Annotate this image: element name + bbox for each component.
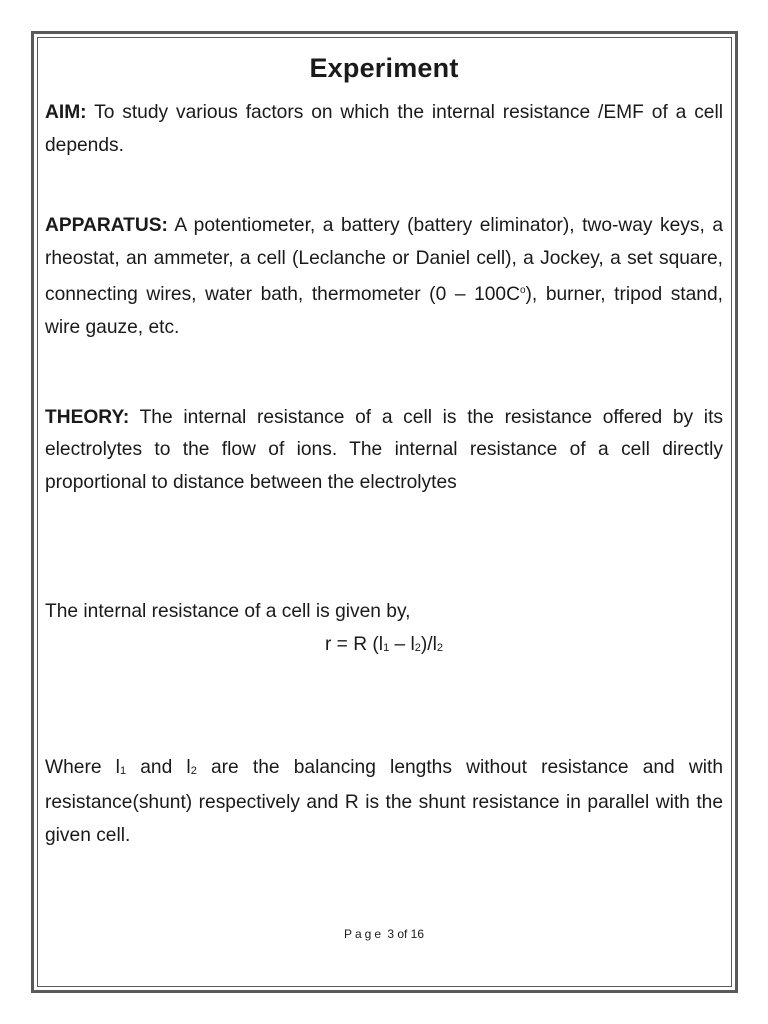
aim-label: AIM: (45, 102, 87, 123)
formula-subscript: 2 (414, 641, 421, 654)
formula-subscript: 2 (436, 641, 444, 654)
where-text: are the balancing lengths without resistance and with resistance(shunt) respectively and R is the shunt resistance in parallel with the given cell. (45, 756, 723, 846)
theory-paragraph (45, 402, 723, 500)
formula-part: r = R (l (324, 633, 384, 655)
formula-subscript: 1 (383, 641, 390, 654)
aim-paragraph (45, 97, 723, 162)
apparatus-text: A potentiometer, a battery (battery eliminator), two-way keys, a rheostat, an ammeter, a cell (Leclanche or Daniel cell), a Jockey, a set square, connecting wires, water bath, thermometer (0 – 100C (45, 215, 723, 306)
page-number: 3 of 16 (384, 927, 425, 941)
degree-superscript: o (519, 285, 526, 297)
document-body (45, 48, 723, 852)
theory-label: THEORY: (45, 406, 130, 428)
where-text: and l (126, 756, 191, 778)
page-word: Page (343, 927, 384, 941)
document-title: Experiment (309, 53, 459, 83)
where-subscript: 2 (190, 764, 197, 777)
formula-part: – l (389, 633, 415, 655)
where-paragraph (45, 752, 723, 853)
where-subscript: 1 (119, 764, 127, 777)
apparatus-label: APPARATUS: (45, 215, 168, 237)
apparatus-text-end: ), burner, tripod stand, wire gauze, etc. (45, 284, 723, 338)
formula-part: )/l (420, 633, 437, 655)
where-text: Where l (45, 756, 120, 778)
page-footer (0, 927, 768, 941)
formula (45, 629, 723, 665)
apparatus-paragraph (45, 210, 723, 344)
aim-text: To study various factors on which the internal resistance /EMF of a cell depends. (45, 102, 723, 156)
theory-text: The internal resistance of a cell is the resistance offered by its electrolytes to the flow of ions. The internal resistance of a cell directly proportional to distance between the electrolytes (45, 406, 723, 493)
given-by-text: The internal resistance of a cell is given by, (45, 601, 411, 623)
